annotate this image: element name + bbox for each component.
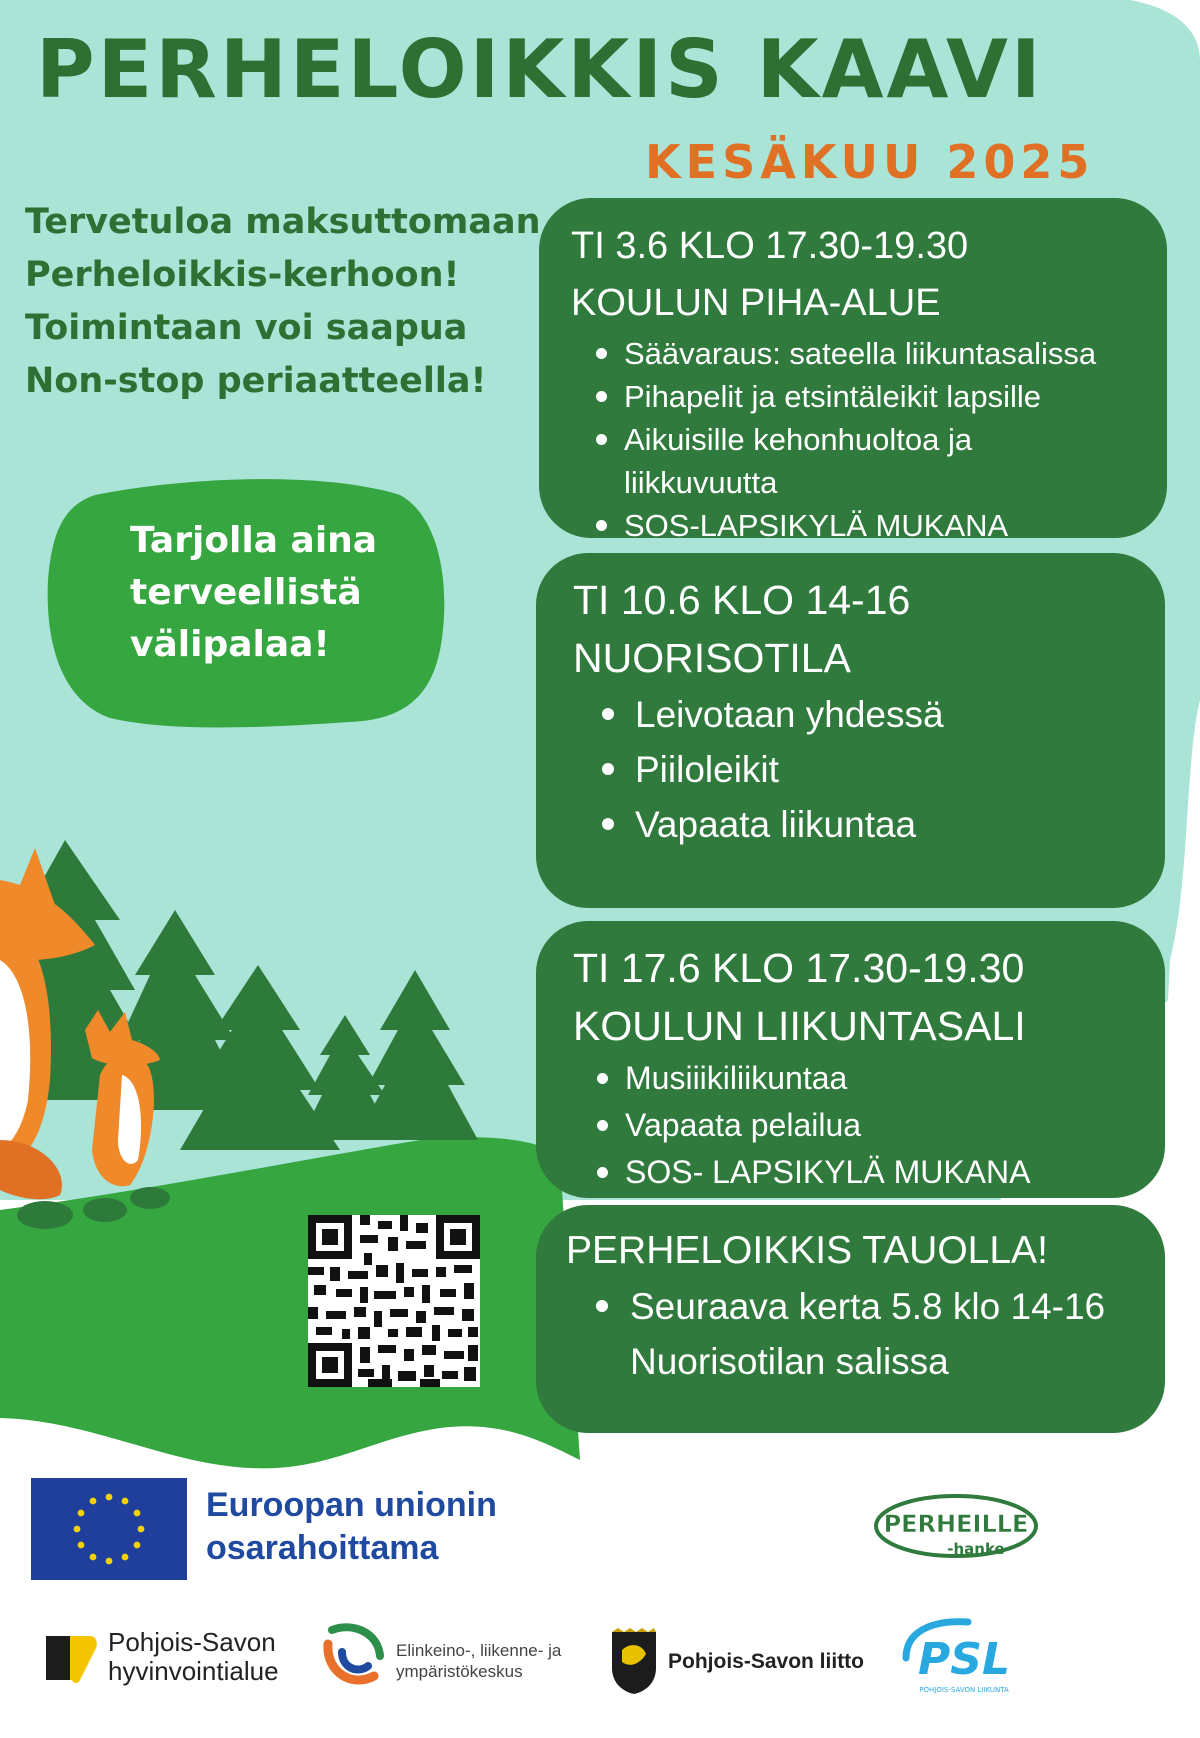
qr-module [360,1215,370,1225]
event-activity: Musiiikiliikuntaa [573,1055,1165,1102]
qr-module [412,1269,428,1277]
intro-text [25,196,541,408]
intro-line: Toimintaan voi saapua [25,308,468,348]
fox-shoe [130,1187,170,1209]
psl-logo-subtext: POHJOIS-SAVON LIIKUNTA [919,1686,1009,1694]
ely-line: ympäristökeskus [396,1662,523,1681]
qr-module [308,1307,318,1319]
hyvinvointialue-logo-text [108,1628,279,1686]
qr-module [336,1289,352,1297]
qr-module [308,1267,324,1275]
eu-flag-icon [31,1478,187,1580]
event-activity: Piiloleikit [573,742,1165,797]
ely-logo-icon [322,1622,384,1690]
perheille-logo-subtext: -hanke [947,1540,1005,1558]
qr-module [374,1311,382,1327]
event-activity-list [571,332,1167,547]
ely-logo-text [396,1640,561,1682]
qr-module [396,1263,404,1283]
qr-module [390,1309,408,1317]
qr-module [400,1215,408,1231]
pohjois-savon-liitto-coat-of-arms-icon [608,1628,660,1696]
qr-module [422,1285,430,1303]
perheille-logo-text: PERHEILLE [883,1510,1029,1538]
qr-module [406,1327,422,1337]
qr-module [382,1365,390,1381]
fox-shoe [83,1198,127,1222]
next-session-info: Seuraava kerta 5.8 klo 14-16 Nuorisotilan salissa [566,1279,1150,1389]
event-activity: Vapaata liikuntaa [573,797,1165,852]
event-activity: SOS-LAPSIKYLÄ MUKANA [571,504,1167,547]
qr-module [444,1351,464,1359]
qr-module [420,1379,440,1387]
qr-module [424,1365,434,1377]
qr-finder [436,1215,480,1259]
qr-module [436,1267,446,1277]
hyvinvointialue-logo-icon [44,1630,100,1686]
qr-finder [308,1343,352,1387]
qr-module [454,1265,472,1273]
qr-module [360,1235,378,1243]
hyvinvointialue-line: hyvinvointialue [108,1656,279,1686]
snack-note [130,515,377,671]
qr-module [468,1345,478,1361]
qr-module [462,1309,474,1321]
qr-module [330,1267,340,1281]
eu-funding-line: osarahoittama [206,1529,439,1567]
qr-module [360,1347,370,1363]
qr-module [434,1307,454,1315]
event-activity-list [573,687,1165,852]
hyvinvointialue-line: Pohjois-Savon [108,1627,276,1657]
event-activity: Pihapelit ja etsintäleikit lapsille [571,375,1167,418]
qr-module [432,1325,440,1341]
event-card [539,198,1167,543]
qr-module [468,1327,478,1337]
qr-module [398,1371,416,1381]
intro-line: Perheloikkis-kerhoon! [25,255,460,295]
qr-module [464,1283,474,1299]
intro-line: Tervetuloa maksuttomaan [25,202,541,242]
qr-module [364,1253,372,1265]
qr-module [422,1345,436,1355]
event-card [536,553,1165,908]
qr-module [316,1327,332,1335]
event-activity: Aikuisille kehonhuoltoa ja [571,418,1167,461]
qr-module [442,1371,458,1379]
event-activity: Säävaraus: sateella liikuntasalissa [571,332,1167,375]
qr-module [314,1285,326,1295]
snack-line: välipalaa! [130,624,330,665]
qr-module [358,1369,374,1377]
eu-funding-text [206,1484,497,1570]
qr-module [354,1307,366,1317]
event-activity: SOS- LAPSIKYLÄ MUKANA [573,1149,1165,1196]
qr-module [358,1327,370,1339]
qr-module [404,1349,414,1361]
qr-module [378,1221,392,1229]
qr-module [388,1329,398,1337]
qr-module [360,1287,368,1303]
qr-code [308,1215,480,1387]
eu-funding-line: Euroopan unionin [206,1486,497,1524]
qr-module [374,1291,396,1299]
event-activity-list [573,1055,1165,1196]
snack-line: terveellistä [130,572,362,613]
intro-line: Non-stop periaatteella! [25,361,487,401]
qr-module [368,1379,392,1387]
qr-module [416,1311,426,1323]
qr-module [388,1237,398,1251]
psl-logo-text: PSL [918,1634,1010,1685]
psl-logo [898,1618,1028,1698]
event-time: TI 17.6 KLO 17.30-19.30 [573,945,1025,991]
break-list [566,1279,1165,1389]
qr-module [448,1329,462,1337]
event-location: KOULUN PIHA-ALUE [571,282,941,324]
break-notice-card [536,1205,1165,1433]
event-location: KOULUN LIIKUNTASALI [573,1003,1026,1049]
qr-module [376,1265,388,1277]
ely-line: Elinkeino-, liikenne- ja [396,1641,562,1660]
month-heading: KESÄKUU 2025 [645,135,1095,189]
qr-module [326,1311,346,1319]
perheille-hanke-logo [872,1488,1040,1568]
qr-module [348,1271,368,1279]
event-time: TI 10.6 KLO 14-16 [573,577,911,623]
qr-module [378,1345,396,1353]
qr-module [342,1329,350,1339]
event-card [536,921,1165,1198]
event-activity-continuation: liikkuvuutta [624,465,778,500]
qr-module [440,1289,456,1297]
pohjois-savon-liitto-text: Pohjois-Savon liitto [668,1650,865,1673]
event-activity: Vapaata pelailua [573,1102,1165,1149]
poster-title: PERHELOIKKIS KAAVI [36,23,1044,116]
qr-module [416,1223,428,1233]
qr-module [464,1367,476,1381]
event-location: NUORISOTILA [573,635,851,681]
qr-finder [308,1215,352,1259]
fox-shoe [17,1201,73,1229]
snack-line: Tarjolla aina [130,520,378,561]
qr-module [404,1287,414,1297]
break-title: PERHELOIKKIS TAUOLLA! [566,1229,1048,1272]
event-activity: Leivotaan yhdessä [573,687,1165,742]
qr-module [406,1241,426,1249]
event-time: TI 3.6 KLO 17.30-19.30 [571,225,969,267]
